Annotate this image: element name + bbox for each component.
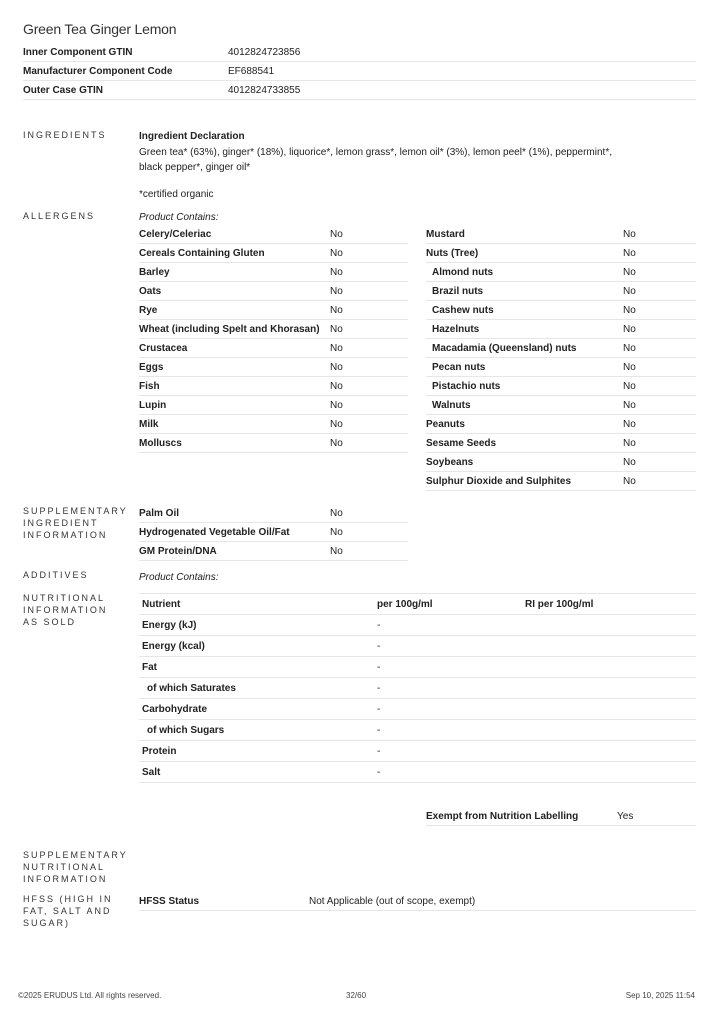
- nutrition-header-ri: RI per 100g/ml: [522, 594, 696, 615]
- nutrition-header-per100: per 100g/ml: [374, 594, 522, 615]
- table-row: [139, 542, 408, 561]
- nutrient-ri: [522, 720, 696, 741]
- row-value: No: [623, 244, 696, 263]
- table-row: [139, 263, 408, 282]
- row-value: No: [623, 453, 696, 472]
- row-label: Soybeans: [426, 453, 623, 472]
- footer-page-number: 32/60: [346, 991, 367, 1000]
- row-label: Cashew nuts: [426, 301, 623, 320]
- row-value: No: [330, 339, 408, 358]
- row-label: Mustard: [426, 225, 623, 244]
- table-row: [139, 504, 408, 523]
- section-label-nutrition: NUTRITIONAL INFORMATION AS SOLD: [23, 593, 108, 627]
- row-value: No: [623, 358, 696, 377]
- row-value: No: [330, 301, 408, 320]
- row-value: No: [330, 358, 408, 377]
- table-row: [23, 43, 696, 62]
- ingredients-block: [139, 131, 629, 200]
- table-row: [139, 396, 408, 415]
- identifier-label: Outer Case GTIN: [23, 81, 228, 100]
- table-row: [426, 807, 696, 826]
- row-label: Brazil nuts: [426, 282, 623, 301]
- table-row: [23, 81, 696, 100]
- row-value: No: [330, 282, 408, 301]
- row-value: No: [623, 434, 696, 453]
- table-row: [139, 301, 408, 320]
- nutrient-ri: [522, 762, 696, 783]
- table-row: [139, 377, 408, 396]
- nutrient-name: of which Sugars: [139, 720, 374, 741]
- table-row: [426, 358, 696, 377]
- nutrition-header-nutrient: Nutrient: [139, 594, 374, 615]
- row-label: Molluscs: [139, 434, 330, 453]
- nutrient-per100: -: [374, 720, 522, 741]
- table-row: [426, 453, 696, 472]
- table-row: [139, 636, 696, 657]
- nutrient-per100: -: [374, 678, 522, 699]
- table-row: [426, 225, 696, 244]
- row-label: Rye: [139, 301, 330, 320]
- table-row: [139, 434, 408, 453]
- table-row: [139, 320, 408, 339]
- table-row: [139, 282, 408, 301]
- row-value: No: [330, 542, 408, 561]
- section-label-hfss: HFSS (HIGH IN FAT, SALT AND SUGAR): [23, 894, 113, 928]
- row-label: Macadamia (Queensland) nuts: [426, 339, 623, 358]
- hfss-value: Not Applicable (out of scope, exempt): [309, 892, 696, 911]
- row-label: Hazelnuts: [426, 320, 623, 339]
- exempt-table: [426, 807, 696, 826]
- table-row: [139, 699, 696, 720]
- row-label: Peanuts: [426, 415, 623, 434]
- row-value: No: [330, 504, 408, 523]
- nutrient-name: Fat: [139, 657, 374, 678]
- row-label: Eggs: [139, 358, 330, 377]
- row-value: No: [623, 320, 696, 339]
- table-row: [23, 62, 696, 81]
- row-label: Fish: [139, 377, 330, 396]
- nutrient-name: Protein: [139, 741, 374, 762]
- table-row: [139, 244, 408, 263]
- nutrient-name: Carbohydrate: [139, 699, 374, 720]
- row-label: Barley: [139, 263, 330, 282]
- identifier-value: 4012824733855: [228, 81, 696, 100]
- table-row: [426, 415, 696, 434]
- row-value: No: [330, 263, 408, 282]
- row-label: Palm Oil: [139, 504, 330, 523]
- nutrient-ri: [522, 615, 696, 636]
- row-label: Sesame Seeds: [426, 434, 623, 453]
- row-value: No: [330, 434, 408, 453]
- row-label: Nuts (Tree): [426, 244, 623, 263]
- table-row: [139, 720, 696, 741]
- ingredient-note: *certified organic: [139, 189, 214, 200]
- row-value: No: [623, 396, 696, 415]
- supplementary-ingredient-table: [139, 504, 408, 561]
- row-label: Walnuts: [426, 396, 623, 415]
- nutrition-table: [139, 593, 696, 783]
- row-label: Lupin: [139, 396, 330, 415]
- row-label: Sulphur Dioxide and Sulphites: [426, 472, 623, 491]
- row-value: No: [623, 377, 696, 396]
- row-label: GM Protein/DNA: [139, 542, 330, 561]
- identifier-table: [23, 43, 696, 100]
- footer-date: Sep 10, 2025 11:54: [625, 991, 695, 1000]
- table-row: [426, 377, 696, 396]
- table-row: [139, 892, 696, 911]
- row-value: No: [623, 301, 696, 320]
- identifier-label: Manufacturer Component Code: [23, 62, 228, 81]
- section-label-additives: ADDITIVES: [23, 570, 89, 580]
- row-value: No: [330, 415, 408, 434]
- row-label: Wheat (including Spelt and Khorasan): [139, 320, 330, 339]
- row-label: Cereals Containing Gluten: [139, 244, 330, 263]
- table-row: [139, 339, 408, 358]
- table-row: [426, 244, 696, 263]
- nutrient-per100: -: [374, 657, 522, 678]
- table-row: [139, 657, 696, 678]
- section-label-allergens: ALLERGENS: [23, 211, 96, 221]
- table-row: [426, 434, 696, 453]
- table-row: [139, 358, 408, 377]
- nutrition-header-row: [139, 594, 696, 615]
- row-label: Oats: [139, 282, 330, 301]
- row-label: Almond nuts: [426, 263, 623, 282]
- row-label: Milk: [139, 415, 330, 434]
- allergen-table-left: [139, 225, 408, 453]
- table-row: [426, 472, 696, 491]
- row-value: No: [623, 263, 696, 282]
- nutrient-per100: -: [374, 741, 522, 762]
- row-label: Pecan nuts: [426, 358, 623, 377]
- nutrient-name: Salt: [139, 762, 374, 783]
- nutrient-ri: [522, 678, 696, 699]
- nutrient-name: of which Saturates: [139, 678, 374, 699]
- table-row: [426, 263, 696, 282]
- additives-contains-label: Product Contains:: [139, 572, 219, 583]
- nutrient-name: Energy (kcal): [139, 636, 374, 657]
- nutrient-per100: -: [374, 699, 522, 720]
- allergen-contains-label: Product Contains:: [139, 212, 219, 223]
- nutrient-ri: [522, 657, 696, 678]
- nutrient-ri: [522, 636, 696, 657]
- allergen-table-right: [426, 225, 696, 491]
- hfss-label: HFSS Status: [139, 892, 309, 911]
- table-row: [139, 523, 408, 542]
- exempt-value: Yes: [617, 807, 696, 826]
- ingredient-text: Green tea* (63%), ginger* (18%), liquorice*, lemon grass*, lemon oil* (3%), lemon peel* (1%), peppermint*, black pepper*, ginger oil*: [139, 147, 612, 173]
- nutrient-name: Energy (kJ): [139, 615, 374, 636]
- nutrient-per100: -: [374, 762, 522, 783]
- nutrient-per100: -: [374, 615, 522, 636]
- row-value: No: [330, 396, 408, 415]
- identifier-label: Inner Component GTIN: [23, 43, 228, 62]
- table-row: [426, 396, 696, 415]
- table-row: [426, 282, 696, 301]
- identifier-value: EF688541: [228, 62, 696, 81]
- exempt-label: Exempt from Nutrition Labelling: [426, 807, 617, 826]
- table-row: [426, 320, 696, 339]
- row-label: Celery/Celeriac: [139, 225, 330, 244]
- row-label: Pistachio nuts: [426, 377, 623, 396]
- ingredient-heading: Ingredient Declaration: [139, 131, 245, 142]
- section-label-supplementary-ingredient: SUPPLEMENTARY INGREDIENT INFORMATION: [23, 506, 128, 540]
- table-row: [139, 741, 696, 762]
- table-row: [139, 678, 696, 699]
- nutrient-per100: -: [374, 636, 522, 657]
- nutrient-ri: [522, 699, 696, 720]
- section-label-supplementary-nutritional: SUPPLEMENTARY NUTRITIONAL INFORMATION: [23, 850, 128, 884]
- identifier-value: 4012824723856: [228, 43, 696, 62]
- hfss-table: [139, 892, 696, 911]
- table-row: [139, 225, 408, 244]
- row-value: No: [330, 377, 408, 396]
- row-value: No: [623, 282, 696, 301]
- table-row: [139, 415, 408, 434]
- row-value: No: [623, 339, 696, 358]
- section-label-ingredients: INGREDIENTS: [23, 130, 107, 140]
- table-row: [139, 762, 696, 783]
- row-value: No: [330, 320, 408, 339]
- row-value: No: [330, 244, 408, 263]
- table-row: [426, 301, 696, 320]
- table-row: [426, 339, 696, 358]
- row-label: Crustacea: [139, 339, 330, 358]
- row-value: No: [623, 472, 696, 491]
- footer-copyright: ©2025 ERUDUS Ltd. All rights reserved.: [18, 991, 162, 1000]
- row-label: Hydrogenated Vegetable Oil/Fat: [139, 523, 330, 542]
- row-value: No: [330, 523, 408, 542]
- row-value: No: [623, 415, 696, 434]
- row-value: No: [330, 225, 408, 244]
- row-value: No: [623, 225, 696, 244]
- table-row: [139, 615, 696, 636]
- nutrient-ri: [522, 741, 696, 762]
- page-title: Green Tea Ginger Lemon: [23, 21, 177, 37]
